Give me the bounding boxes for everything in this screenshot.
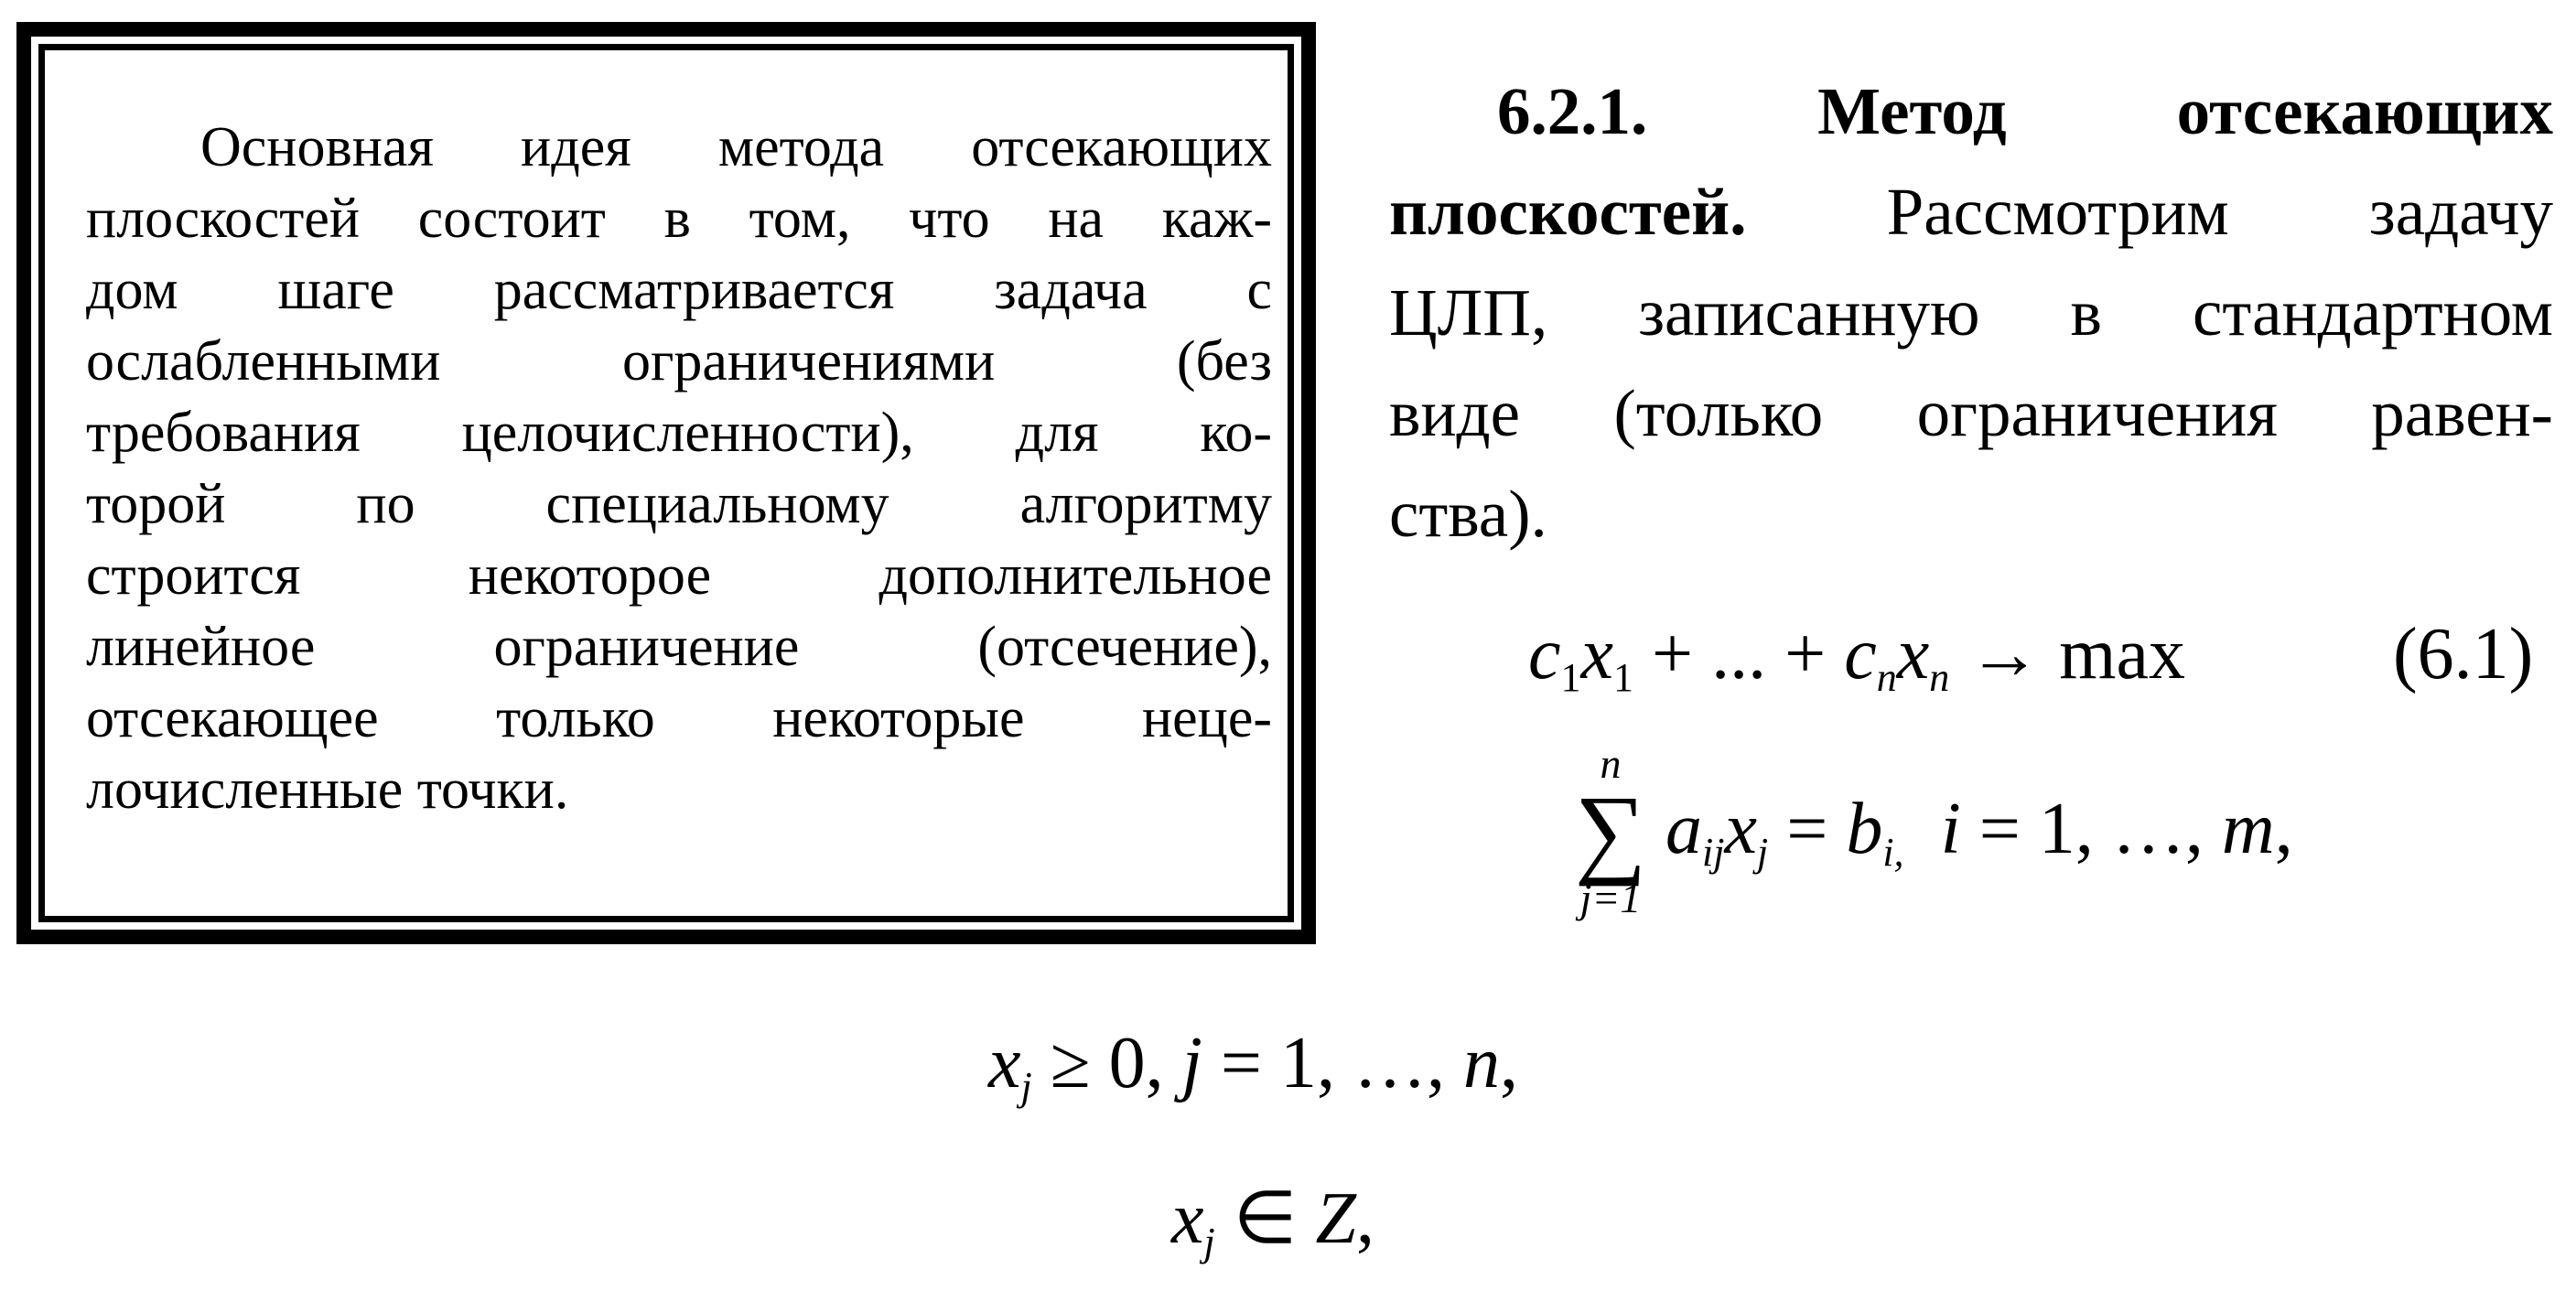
math-operator: + ... +: [1633, 614, 1845, 694]
equation-number: (6.1): [2393, 614, 2534, 694]
section-line: ства).: [1389, 477, 1547, 551]
math-space: [1904, 789, 1941, 869]
idea-line: ослабленными ограничениями (без: [86, 330, 1272, 393]
math-punctuation: ,: [1500, 1023, 1519, 1103]
integrality-formula: [1171, 1176, 1374, 1263]
math-operator: = 1, …,: [1202, 1023, 1464, 1103]
idea-line: требования целочисленности), для ко-: [86, 402, 1272, 464]
idea-line: плоскостей состоит в том, что на каж-: [86, 188, 1272, 250]
section-title-part1: Метод отсекающих: [1817, 74, 2553, 148]
math-subscript: j: [1203, 1220, 1215, 1265]
math-subscript: 1: [1560, 655, 1581, 701]
section-text: [1389, 61, 2553, 565]
idea-line: строится некоторое дополнительное: [86, 544, 1272, 607]
math-punctuation: ,: [1355, 1178, 1374, 1259]
math-operator: ∈: [1214, 1178, 1316, 1259]
math-symbol: j: [1181, 1023, 1202, 1103]
math-subscript: ij: [1702, 830, 1725, 876]
math-operator: → max: [1949, 614, 2186, 694]
sum-sign: ∑: [1574, 775, 1647, 887]
math-symbol: b: [1846, 789, 1883, 869]
math-symbol: x: [1580, 614, 1614, 694]
idea-line: Основная идея метода отсекающих: [200, 116, 1272, 178]
idea-box-text: [86, 112, 1272, 825]
section-line: виде (только ограничения равен-: [1389, 376, 2553, 450]
math-operator: =: [1768, 789, 1847, 869]
math-symbol: x: [988, 1023, 1021, 1103]
math-subscript: n: [1929, 655, 1950, 701]
math-operator: = 1, …,: [1960, 789, 2222, 869]
math-punctuation: ,: [2274, 789, 2293, 869]
section-number: 6.2.1.: [1497, 74, 1648, 148]
math-symbol: Z: [1315, 1178, 1356, 1259]
math-subscript: i,: [1882, 830, 1904, 876]
math-symbol: x: [1171, 1178, 1204, 1259]
math-subscript: j: [1020, 1064, 1032, 1110]
objective-formula: [1528, 613, 2186, 701]
sum-lower-limit-text: j=1: [1579, 875, 1642, 921]
section-line: ЦЛП, записанную в стандартном: [1389, 275, 2553, 350]
math-symbol: a: [1665, 789, 1702, 869]
math-symbol: m: [2221, 789, 2275, 869]
math-operator: ≥ 0,: [1031, 1023, 1182, 1103]
math-subscript: 1: [1613, 655, 1634, 701]
idea-line: отсекающее только некоторые неце-: [86, 687, 1272, 749]
math-subscript: n: [1876, 655, 1897, 701]
idea-line: лочисленные точки.: [86, 758, 569, 821]
section-title-part2: плоскостей.: [1389, 175, 1747, 249]
idea-line: дом шаге рассматривается задача с: [86, 259, 1272, 321]
math-subscript: j: [1756, 830, 1769, 876]
math-symbol: c: [1844, 614, 1877, 694]
math-symbol: n: [1463, 1023, 1501, 1103]
section-text-start: Рассмотрим задачу: [1746, 175, 2553, 249]
nonnegativity-formula: [988, 1020, 1519, 1110]
math-symbol: c: [1528, 614, 1561, 694]
math-symbol: x: [1896, 614, 1930, 694]
idea-box: [16, 22, 1316, 944]
constraint-body: [1665, 785, 2293, 876]
section-heading-line: [1389, 61, 2553, 162]
summation: [1565, 741, 1656, 922]
idea-line: линейное ограничение (отсечение),: [86, 616, 1272, 678]
math-symbol: x: [1724, 789, 1757, 869]
idea-line: торой по специальному алгоритму: [86, 473, 1272, 535]
sum-upper-limit: n: [1600, 740, 1622, 787]
math-symbol: i: [1940, 789, 1961, 869]
section-line: [1389, 162, 2553, 263]
